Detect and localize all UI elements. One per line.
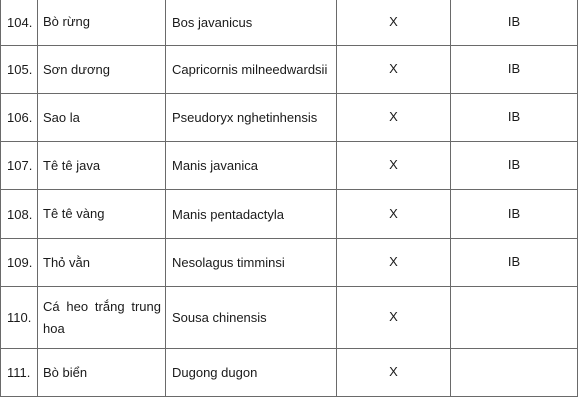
common-name: Sơn dương: [38, 46, 166, 94]
table-row: [1, 142, 578, 190]
x-mark: X: [389, 205, 398, 221]
row-number: 107.: [1, 142, 38, 190]
scientific-name: Capricornis milneedwardsii: [166, 46, 337, 94]
scientific-name: Manis javanica: [166, 142, 337, 190]
common-name: Bò rừng: [38, 0, 166, 46]
table-row: [1, 94, 578, 142]
group-cell: [451, 0, 578, 46]
common-name-text: Cá heo trắng trung hoa: [43, 298, 161, 336]
row-number: 111.: [1, 349, 38, 397]
group-cell: [451, 94, 578, 142]
table-row: [1, 349, 578, 397]
group-cell: [451, 46, 578, 94]
group-label: IB: [507, 254, 521, 269]
x-mark-cell: [337, 94, 451, 142]
x-mark-cell: [337, 142, 451, 190]
group-label: IB: [507, 109, 521, 124]
x-mark-cell: [337, 349, 451, 397]
common-name: Thỏ vằn: [38, 239, 166, 287]
table-row: [1, 46, 578, 94]
common-name: Tê tê vàng: [38, 190, 166, 239]
x-mark-cell: [337, 239, 451, 287]
scientific-name: Nesolagus timminsi: [166, 239, 337, 287]
row-number: 110.: [1, 287, 38, 349]
row-number: 108.: [1, 190, 38, 239]
scientific-name: Dugong dugon: [166, 349, 337, 397]
common-name: Bò biển: [38, 349, 166, 397]
x-mark: X: [389, 109, 398, 124]
x-mark: X: [389, 13, 398, 29]
x-mark: X: [389, 254, 398, 269]
scientific-name: Bos javanicus: [166, 0, 337, 46]
x-mark: X: [389, 61, 398, 76]
x-mark-cell: [337, 0, 451, 46]
x-mark-cell: [337, 190, 451, 239]
x-mark: X: [389, 364, 398, 379]
group-cell: [451, 142, 578, 190]
group-label: IB: [507, 61, 521, 76]
group-cell: [451, 190, 578, 239]
row-number: 105.: [1, 46, 38, 94]
common-name: Sao la: [38, 94, 166, 142]
group-label: IB: [507, 13, 521, 29]
table-row: [1, 0, 578, 46]
table-row: [1, 239, 578, 287]
x-mark: X: [389, 309, 398, 324]
x-mark-cell: [337, 287, 451, 349]
row-number: 109.: [1, 239, 38, 287]
row-number: 106.: [1, 94, 38, 142]
x-mark-cell: [337, 46, 451, 94]
group-cell: [451, 349, 578, 397]
group-cell: [451, 239, 578, 287]
common-name: Tê tê java: [38, 142, 166, 190]
group-label: IB: [507, 205, 521, 221]
table-row: [1, 287, 578, 349]
table-row: [1, 190, 578, 239]
row-number: 104.: [1, 0, 38, 46]
scientific-name: Sousa chinensis: [166, 287, 337, 349]
scientific-name: Manis pentadactyla: [166, 190, 337, 239]
x-mark: X: [389, 157, 398, 172]
group-cell: [451, 287, 578, 349]
common-name: [38, 287, 166, 349]
scientific-name: Pseudoryx nghetinhensis: [166, 94, 337, 142]
group-label: IB: [507, 157, 521, 172]
